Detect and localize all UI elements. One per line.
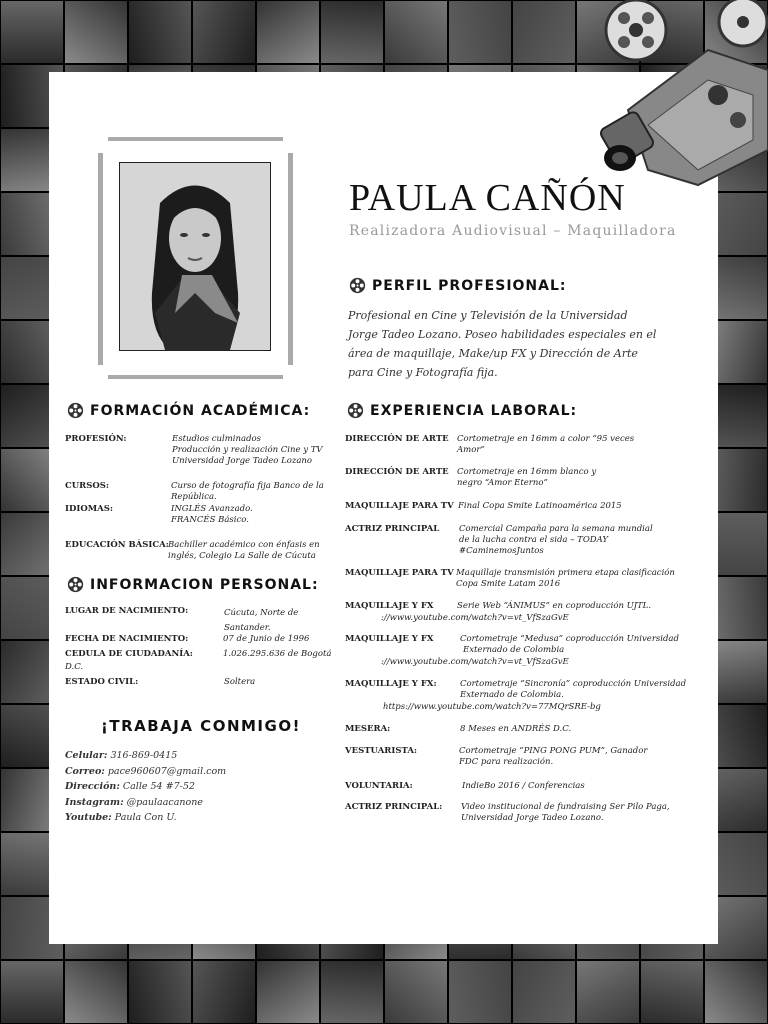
item-label: PROFESIÓN: [65,434,127,444]
value-line: Producción y realización Cine y TV [172,445,323,455]
item-value [460,634,679,656]
frame-bar [108,375,283,379]
value-line: 1.026.295.636 de Bogotá [223,649,332,659]
item-value [460,679,686,701]
contact-list [65,748,226,826]
item-label: MAQUILLAJE Y FX: [345,679,437,689]
item-label: VOLUNTARIA: [345,781,413,791]
section-title: EXPERIENCIA LABORAL: [370,402,578,419]
personal-item [65,649,193,659]
value-line: inglés, Colegio La Salle de Cúcuta [168,551,316,561]
value-line: de la lucha contra el sida – TODAY [459,535,609,545]
item-label: CURSOS: [65,481,110,491]
frame-bar [108,137,283,141]
item-label: IDIOMAS: [65,504,114,514]
item-label: DIRECCIÓN DE ARTE [345,434,449,444]
resume-sheet [49,72,718,944]
perfil-text [348,306,688,382]
item-label: MAQUILLAJE Y FX [345,634,434,644]
experiencia-item [345,802,442,812]
contact-value: @paulaacanone [126,796,203,808]
film-still-tile [384,0,448,64]
photo-frame [98,137,293,379]
profile-photo [119,162,271,351]
value-line: Universidad Jorge Tadeo Lozano. [461,813,604,823]
video-link[interactable]: ://www.youtube.com/watch?v=vt_VfSzaGvE [381,657,569,667]
value-line: 8 Meses en ANDRÉS D.C. [460,724,572,734]
contact-address [65,779,226,795]
value-line: Cortometraje en 16mm blanco y [457,467,597,477]
film-still-tile [0,960,64,1024]
section-personal-heading [67,576,319,593]
item-label: LUGAR DE NACIMIENTO: [65,606,189,616]
contact-value: 316-869-0415 [110,750,178,761]
item-value [460,724,571,735]
section-title: INFORMACION PERSONAL: [90,576,319,593]
item-value [168,540,320,562]
contact-label: Dirección: [65,781,120,792]
contact-value: Paula Con U. [114,812,177,823]
value-line: Serie Web “ÁNIMUS” en coproducción UJTL. [457,601,652,611]
experiencia-item [345,467,449,477]
film-still-tile [256,0,320,64]
formacion-item [65,481,109,491]
item-label: MAQUILLAJE PARA TV [345,501,454,511]
film-still-tile [640,960,704,1024]
film-still-tile [128,0,192,64]
value-line: Video institucional de fundraising Ser Pilo Paga, [461,802,670,812]
film-still-tile [128,960,192,1024]
item-value [223,649,331,660]
value-line: Amor” [457,445,485,455]
value-line: Externado de Colombia. [460,690,564,700]
value-line: Cortometraje “PING PONG PUM”, Ganador [459,746,648,756]
perfil-line: Jorge Tadeo Lozano. Poseo habilidades especiales en el [348,328,657,341]
experiencia-item [345,781,413,791]
item-value-extra: D.C. [65,662,84,672]
section-formacion-heading [67,402,310,419]
value-line: Curso de fotografía fija Banco de la [171,481,324,491]
experiencia-item [345,601,433,611]
item-label: ACTRIZ PRINCIPAL: [345,802,443,812]
value-line: Externado de Colombia [463,645,565,655]
film-still-tile [192,0,256,64]
item-value [456,568,675,590]
item-value [458,501,622,512]
value-line: Cortometraje “Medusa” coproducción Universidad [460,634,679,644]
film-still-tile [384,960,448,1024]
formacion-list [65,434,330,564]
experiencia-item [345,568,454,578]
contact-label: Youtube: [65,812,112,823]
section-experiencia-heading [347,402,577,419]
item-value [457,601,651,612]
film-projector-icon [588,0,768,190]
film-still-tile [64,0,128,64]
contact-value: Calle 54 #7-52 [122,781,195,792]
film-still-tile [704,960,768,1024]
frame-bar [98,153,103,365]
value-line: FRANCÉS Básico. [171,515,249,525]
value-line: República. [171,492,217,502]
experiencia-list [345,434,713,834]
item-label: CEDULA DE CIUDADANÍA: [65,649,193,659]
section-perfil-heading [349,277,567,294]
item-label: ACTRIZ PRINCIPAL [345,524,440,534]
personal-item [65,634,188,644]
personal-item [65,606,188,616]
experiencia-item [345,724,390,734]
film-still-tile [192,960,256,1024]
value-line: Cortometraje “Sincronía” coproducción Universidad [460,679,687,689]
item-value [171,504,253,526]
experiencia-item [345,434,449,444]
item-label: FECHA DE NACIMIENTO: [65,634,189,644]
item-label: MAQUILLAJE Y FX [345,601,434,611]
candidate-subtitle: Realizadora Audiovisual – Maquilladora [349,223,677,239]
contact-youtube[interactable] [65,810,226,826]
item-value [223,634,309,645]
experiencia-item [345,634,433,644]
value-line: Cortometraje en 16mm a color “95 veces [457,434,635,444]
item-label: DIRECCIÓN DE ARTE [345,467,449,477]
item-value [459,524,653,557]
value-line: negro “Amor Eterno” [457,478,548,488]
item-value [459,746,647,768]
item-value [461,802,670,824]
film-reel-icon [67,576,84,593]
item-label: MAQUILLAJE PARA TV [345,568,454,578]
contact-email[interactable] [65,764,226,780]
contact-value: pace960607@gmail.com [107,765,227,777]
film-still-tile [256,960,320,1024]
film-still-tile [512,0,576,64]
value-line: Universidad Jorge Tadeo Lozano [172,456,313,466]
value-line: Estudios culminados [172,434,261,444]
contact-instagram[interactable] [65,795,226,811]
candidate-name: PAULA CAÑÓN [349,177,626,219]
film-reel-icon [347,402,364,419]
film-still-tile [512,960,576,1024]
item-value [457,434,634,456]
value-line: Bachiller académico con énfasis en [168,540,320,550]
perfil-line: para Cine y Fotografía fija. [348,366,498,379]
film-reel-icon [67,402,84,419]
item-value [457,467,596,489]
film-still-tile [320,0,384,64]
value-line: 07 de Junio de 1996 [223,634,310,644]
contact-phone [65,748,226,764]
experiencia-item [345,524,439,534]
experiencia-item [345,501,454,511]
experiencia-item [345,746,417,756]
item-label: ESTADO CIVIL: [65,677,139,687]
perfil-line: área de maquillaje, Make/up FX y Dirección de Arte [348,347,638,360]
item-value [171,481,324,503]
value-line: IndieBo 2016 / Conferencias [462,781,585,791]
value-line: Soltera [224,677,256,687]
contact-label: Celular: [65,750,108,761]
value-line: Maquillaje transmisión primera etapa clasificación [456,568,675,578]
film-still-tile [576,960,640,1024]
item-label: MESERA: [345,724,391,734]
item-value [462,781,585,792]
film-still-tile [64,960,128,1024]
value-line: Cúcuta, Norte de [224,608,299,618]
film-reel-icon [349,277,366,294]
formacion-item [65,434,127,444]
item-value [224,606,298,636]
item-label: VESTUARISTA: [345,746,418,756]
personal-list [65,606,335,696]
film-still-tile [0,0,64,64]
film-still-tile [448,960,512,1024]
value-line: Comercial Campaña para la semana mundial [459,524,653,534]
formacion-item [65,504,113,514]
value-line: Santander. [224,623,271,633]
formacion-item [65,540,169,550]
cta-heading: ¡TRABAJA CONMIGO! [101,717,301,735]
personal-item [65,677,138,687]
contact-label: Instagram: [65,796,124,808]
experiencia-item [345,679,437,689]
film-still-tile [448,0,512,64]
value-line: #CaminemosJuntos [459,546,544,556]
contact-label: Correo: [65,765,105,777]
perfil-line: Profesional en Cine y Televisión de la Universidad [348,309,628,322]
frame-bar [288,153,293,365]
film-still-tile [320,960,384,1024]
value-line: INGLÉS Avanzado. [171,504,253,514]
item-value [172,434,323,467]
section-title: PERFIL PROFESIONAL: [372,277,567,294]
section-title: FORMACIÓN ACADÉMICA: [90,402,311,419]
item-label: EDUCACIÓN BÁSICA: [65,540,169,550]
item-value [224,677,255,688]
video-link[interactable]: ://www.youtube.com/watch?v=vt_VfSzaGvE [381,613,569,623]
value-line: Copa Smite Latam 2016 [456,579,561,589]
value-line: FDC para realización. [459,757,554,767]
value-line: Final Copa Smite Latinoamérica 2015 [458,501,622,511]
video-link[interactable]: https://www.youtube.com/watch?v=77MQrSRE-bg [383,702,601,712]
